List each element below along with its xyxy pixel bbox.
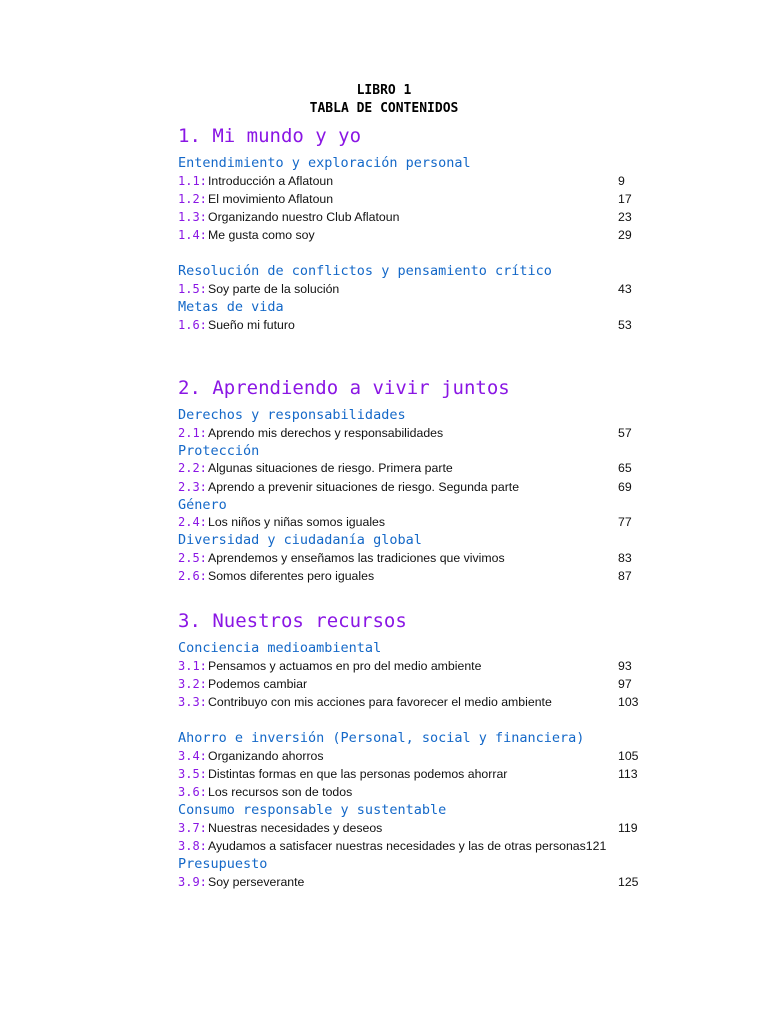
- entry-number: 2.6:: [178, 569, 207, 583]
- page-title: TABLA DE CONTENIDOS: [309, 101, 459, 116]
- entry-title: Aprendemos y enseñamos las tradiciones que vivimos: [208, 551, 505, 565]
- toc-entry: [0, 208, 768, 226]
- entry-title: El movimiento Aflatoun: [208, 192, 334, 206]
- section-title: Resolución de conflictos y pensamiento crítico: [178, 263, 552, 279]
- toc-entry: [0, 190, 768, 208]
- entry-number: 2.2:: [178, 461, 207, 475]
- entry-title: Sueño mi futuro: [208, 318, 295, 332]
- book-label: LIBRO 1: [356, 83, 412, 98]
- section-title: Presupuesto: [178, 856, 268, 872]
- entry-page-number: 125: [618, 875, 639, 889]
- entry-number: 3.5:: [178, 767, 207, 781]
- entry-title: Soy parte de la solución: [208, 282, 340, 296]
- entry-page-number: 87: [618, 569, 632, 583]
- toc-entry: [0, 172, 768, 190]
- entry-title: Distintas formas en que las personas podemos ahorrar: [208, 767, 508, 781]
- entry-title: Algunas situaciones de riesgo. Primera parte: [208, 461, 453, 475]
- chapter-title: 3. Nuestros recursos: [178, 610, 407, 632]
- entry-number: 3.6:: [178, 785, 207, 799]
- toc-entry: [0, 675, 768, 693]
- chapter-title: 2. Aprendiendo a vivir juntos: [178, 377, 510, 399]
- entry-title: Aprendo a prevenir situaciones de riesgo. Segunda parte: [208, 480, 520, 494]
- toc-entry: [0, 226, 768, 244]
- toc-entry: [0, 513, 768, 531]
- chapter-title: 1. Mi mundo y yo: [178, 125, 362, 147]
- entry-title: Podemos cambiar: [208, 677, 308, 691]
- entry-title: Los recursos son de todos: [208, 785, 353, 799]
- entry-number: 3.2:: [178, 677, 207, 691]
- entry-title: Pensamos y actuamos en pro del medio ambiente: [208, 659, 482, 673]
- entry-page-number: 65: [618, 461, 632, 475]
- toc-entry: [0, 424, 768, 442]
- entry-page-number: 105: [618, 749, 639, 763]
- entry-number: 2.1:: [178, 426, 207, 440]
- section-title: Entendimiento y exploración personal: [178, 155, 471, 171]
- entry-page-number: 23: [618, 210, 632, 224]
- toc-entry: [0, 657, 768, 675]
- entry-number: 3.8:: [178, 839, 207, 853]
- entry-page-number: 77: [618, 515, 632, 529]
- entry-number: 1.5:: [178, 282, 207, 296]
- entry-number: 3.3:: [178, 695, 207, 709]
- section-title: Diversidad y ciudadanía global: [178, 532, 422, 548]
- entry-title: Introducción a Aflatoun: [208, 174, 334, 188]
- entry-title: Organizando nuestro Club Aflatoun: [208, 210, 400, 224]
- toc-entry: [0, 873, 768, 891]
- entry-page-number: 9: [618, 174, 625, 188]
- entry-page-number: 97: [618, 677, 632, 691]
- toc-entry: [0, 819, 768, 837]
- entry-number: 1.3:: [178, 210, 207, 224]
- entry-title: Contribuyo con mis acciones para favorecer el medio ambiente: [208, 695, 552, 709]
- toc-entry: [0, 478, 768, 496]
- entry-title: Soy perseverante: [208, 875, 305, 889]
- entry-page-number: 83: [618, 551, 632, 565]
- entry-page-number: 29: [618, 228, 632, 242]
- toc-entry: [0, 280, 768, 298]
- toc-entry: [0, 783, 768, 801]
- toc-entry: [0, 765, 768, 783]
- entry-number: 2.4:: [178, 515, 207, 529]
- entry-title: Organizando ahorros: [208, 749, 324, 763]
- toc-entry: [0, 693, 768, 711]
- toc-entry: [0, 549, 768, 567]
- toc-entry: [0, 567, 768, 585]
- entry-number: 3.4:: [178, 749, 207, 763]
- entry-page-number: 119: [618, 821, 638, 835]
- entry-page-number: 113: [618, 767, 638, 781]
- entry-title: Somos diferentes pero iguales: [208, 569, 375, 583]
- section-title: Ahorro e inversión (Personal, social y financiera): [178, 730, 585, 746]
- entry-number: 3.7:: [178, 821, 207, 835]
- section-title: Conciencia medioambiental: [178, 640, 382, 656]
- toc-entry: [0, 747, 768, 765]
- section-title: Género: [178, 497, 227, 513]
- section-title: Metas de vida: [178, 299, 284, 315]
- entry-page-number: 103: [618, 695, 639, 709]
- entry-number: 3.1:: [178, 659, 207, 673]
- entry-title: Ayudamos a satisfacer nuestras necesidades y las de otras personas121: [208, 839, 607, 853]
- entry-number: 2.5:: [178, 551, 207, 565]
- entry-page-number: 43: [618, 282, 632, 296]
- toc-entry: [0, 837, 768, 855]
- section-title: Derechos y responsabilidades: [178, 407, 406, 423]
- section-title: Consumo responsable y sustentable: [178, 802, 447, 818]
- entry-title: Nuestras necesidades y deseos: [208, 821, 383, 835]
- entry-page-number: 17: [618, 192, 632, 206]
- entry-number: 3.9:: [178, 875, 207, 889]
- entry-page-number: 57: [618, 426, 632, 440]
- entry-number: 2.3:: [178, 480, 207, 494]
- entry-page-number: 53: [618, 318, 632, 332]
- entry-page-number: 93: [618, 659, 632, 673]
- entry-number: 1.6:: [178, 318, 207, 332]
- entry-title: Me gusta como soy: [208, 228, 315, 242]
- entry-title: Los niños y niñas somos iguales: [208, 515, 386, 529]
- entry-title: Aprendo mis derechos y responsabilidades: [208, 426, 444, 440]
- toc-entry: [0, 316, 768, 334]
- entry-number: 1.1:: [178, 174, 207, 188]
- toc-entry: [0, 459, 768, 477]
- entry-number: 1.2:: [178, 192, 207, 206]
- entry-number: 1.4:: [178, 228, 207, 242]
- entry-page-number: 69: [618, 480, 632, 494]
- section-title: Protección: [178, 443, 260, 459]
